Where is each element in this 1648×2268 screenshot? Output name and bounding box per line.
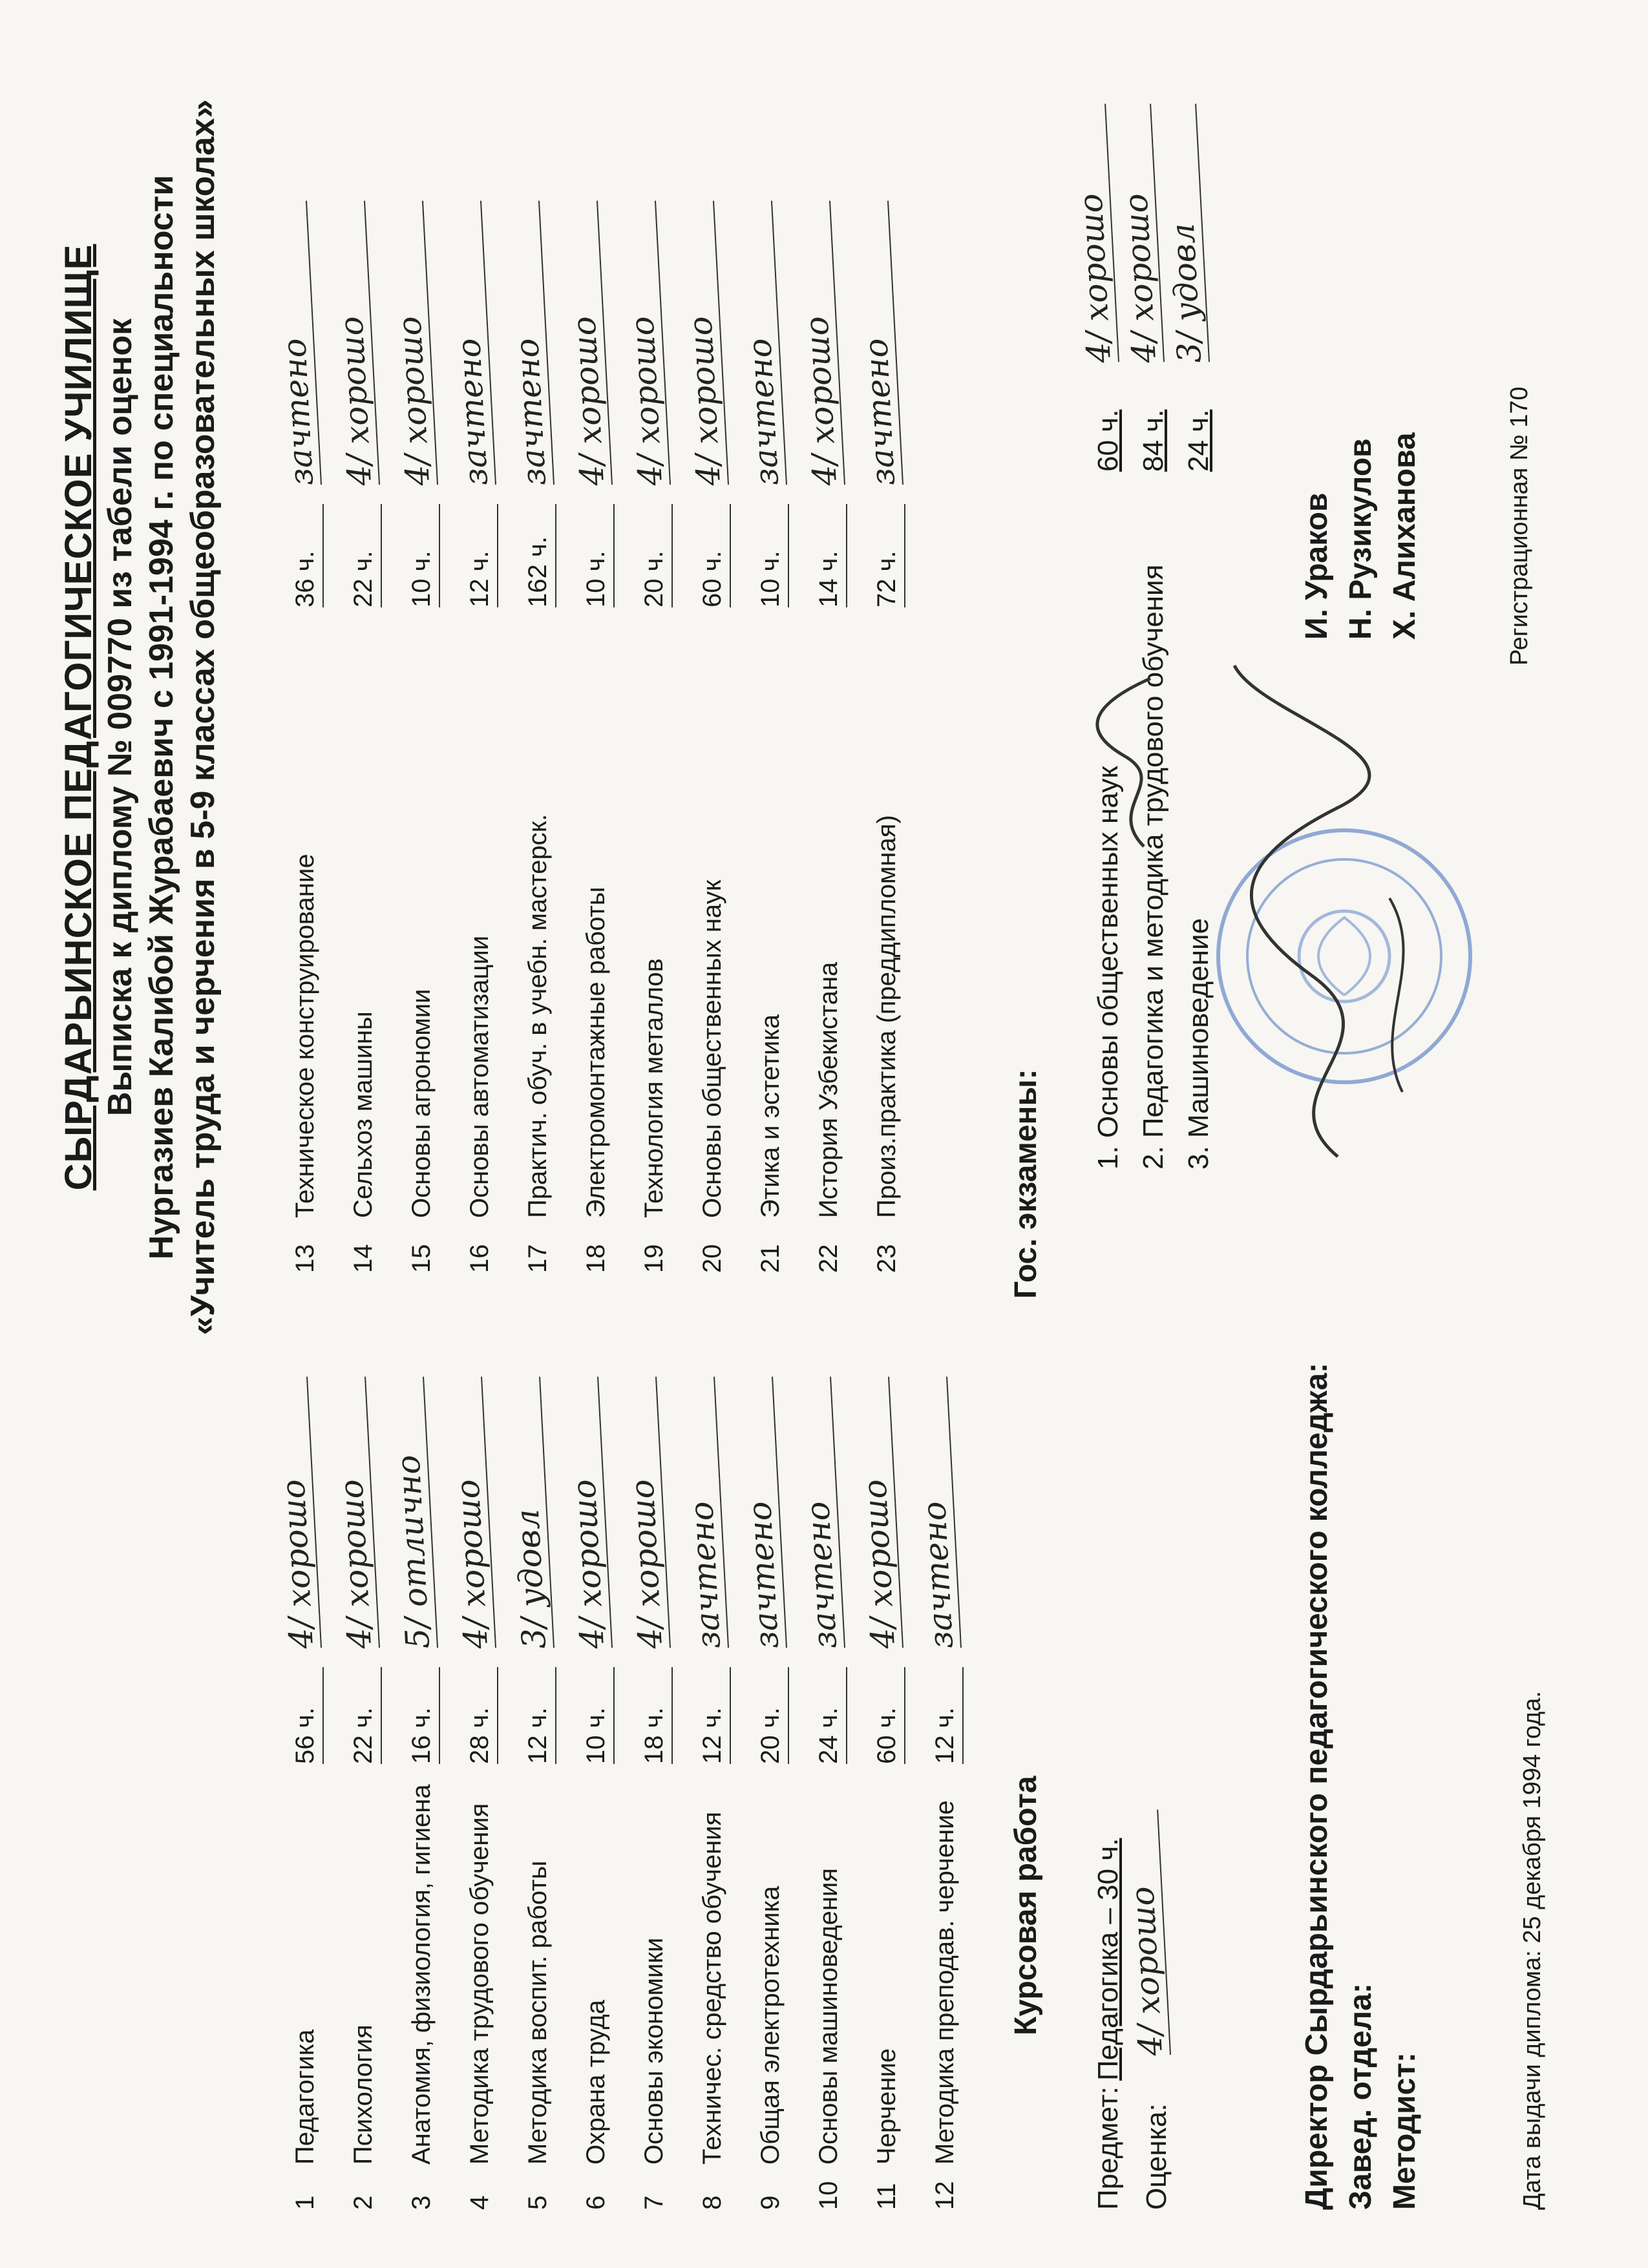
staff-role: Завед. отдела: bbox=[1344, 1983, 1378, 2210]
subject-number: 12 bbox=[931, 2181, 959, 2210]
subject-name: Технология металлов bbox=[640, 958, 668, 1218]
subject-hours: 56 ч. bbox=[291, 1667, 324, 1764]
subject-hours: 22 ч. bbox=[349, 504, 382, 607]
subject-hours: 10 ч. bbox=[582, 504, 615, 607]
subject-grade: 4/ хорошо bbox=[443, 1377, 496, 1650]
coursework-grade: 4/ хорошо bbox=[1119, 1810, 1171, 2057]
subject-hours: 12 ч. bbox=[698, 1667, 731, 1764]
coursework-grade-label: Оценка: bbox=[1141, 2103, 1172, 2210]
staff-name: Х. Алиханова bbox=[1388, 432, 1422, 640]
subject-number: 8 bbox=[698, 2195, 726, 2210]
subject-number: 1 bbox=[291, 2195, 319, 2210]
subject-grade: 4/ хорошо bbox=[617, 201, 671, 487]
subject-number: 16 bbox=[465, 1244, 494, 1273]
subject-grade: 4/ хорошо bbox=[326, 201, 380, 487]
subject-number: 17 bbox=[523, 1244, 552, 1273]
subject-name: Сельхоз машины bbox=[349, 1011, 377, 1218]
subject-number: 21 bbox=[756, 1244, 785, 1273]
subject-grade: 4/ хорошо bbox=[559, 201, 613, 487]
subject-grade: 4/ хорошо bbox=[385, 201, 438, 487]
state-exam-name: 2. Педагогика и методика трудового обучения bbox=[1137, 564, 1169, 1170]
staff-role: Методист: bbox=[1388, 2052, 1422, 2210]
subject-name: История Узбекистана bbox=[814, 961, 843, 1218]
staff-role: Директор Сырдарьинского педагогического колледжа: bbox=[1300, 1363, 1334, 2210]
registration-number: Регистрационная № 170 bbox=[1506, 386, 1533, 666]
subject-hours: 20 ч. bbox=[756, 1667, 789, 1764]
subject-number: 7 bbox=[640, 2195, 668, 2210]
subject-number: 5 bbox=[523, 2195, 552, 2210]
subject-grade: 4/ хорошо bbox=[327, 1377, 380, 1650]
subject-name: Охрана труда bbox=[582, 2000, 610, 2165]
subject-hours: 18 ч. bbox=[640, 1667, 673, 1764]
subject-grade: зачтено bbox=[850, 201, 903, 487]
subject-hours: 10 ч. bbox=[407, 504, 440, 607]
issue-date: Дата выдачи диплома: 25 декабря 1994 года. bbox=[1519, 1691, 1546, 2210]
subject-hours: 16 ч. bbox=[407, 1667, 440, 1764]
subject-number: 9 bbox=[756, 2195, 785, 2210]
subject-grade: 3/ удовл bbox=[502, 1377, 555, 1650]
state-exam-grade: 3/ удовл bbox=[1157, 104, 1210, 364]
subject-hours: 162 ч. bbox=[523, 504, 556, 607]
subject-name: Основы общественных наук bbox=[698, 879, 726, 1218]
subject-hours: 10 ч. bbox=[756, 504, 789, 607]
subject-name: Основы автоматизации bbox=[465, 935, 494, 1218]
subject-hours: 12 ч. bbox=[465, 504, 498, 607]
subject-name: Электромонтажные работы bbox=[582, 887, 610, 1218]
subject-number: 10 bbox=[814, 2181, 843, 2210]
staff-name: Н. Рузикулов bbox=[1344, 438, 1378, 640]
state-exam-grade: 4/ хорошо bbox=[1067, 104, 1119, 364]
subject-name: Техничес. средство обучения bbox=[698, 1811, 726, 2165]
subject-number: 22 bbox=[814, 1244, 843, 1273]
subject-number: 6 bbox=[582, 2195, 610, 2210]
subject-name: Этика и эстетика bbox=[756, 1014, 785, 1218]
subject-grade: 5/ отлично bbox=[385, 1377, 438, 1650]
state-exam-grade: 4/ хорошо bbox=[1112, 104, 1165, 364]
subject-row bbox=[857, 45, 928, 1273]
subject-name: Общая электротехника bbox=[756, 1885, 785, 2165]
subject-grade: 4/ хорошо bbox=[792, 201, 845, 487]
coursework-subject: Педагогика – 30 ч. bbox=[1092, 1838, 1124, 2081]
subject-grade: 4/ хорошо bbox=[675, 201, 729, 487]
subject-number: 13 bbox=[291, 1244, 319, 1273]
subject-grade: 4/ хорошо bbox=[560, 1377, 613, 1650]
state-exams-title: Гос. экзамены: bbox=[1009, 1069, 1043, 1299]
document-header bbox=[58, 71, 224, 1363]
subject-number: 19 bbox=[640, 1244, 668, 1273]
signature-scribbles-icon bbox=[1066, 523, 1454, 1170]
subject-grade: зачтено bbox=[443, 201, 496, 487]
state-exam-name: 3. Машиноведение bbox=[1183, 918, 1214, 1170]
subject-name: Черчение bbox=[872, 2048, 901, 2165]
subject-hours: 24 ч. bbox=[814, 1667, 847, 1764]
state-exam-hours: 60 ч. bbox=[1092, 409, 1124, 472]
subject-hours: 60 ч. bbox=[872, 1667, 905, 1764]
subject-number: 18 bbox=[582, 1244, 610, 1273]
subject-name: Психология bbox=[349, 2024, 377, 2165]
coursework-subject-label: Предмет: bbox=[1092, 2086, 1124, 2210]
subject-number: 23 bbox=[872, 1244, 901, 1273]
subject-grade: зачтено bbox=[676, 1377, 729, 1650]
subject-grade: 4/ хорошо bbox=[850, 1377, 903, 1650]
subject-name: Основы машиноведения bbox=[814, 1868, 843, 2165]
subject-name: Методика воспит. работы bbox=[523, 1860, 552, 2165]
subject-row bbox=[915, 1305, 986, 2210]
subject-hours: 20 ч. bbox=[640, 504, 673, 607]
subject-hours: 12 ч. bbox=[523, 1667, 556, 1764]
subject-name: Практич. обуч. в учебн. мастерск. bbox=[523, 814, 552, 1218]
subject-number: 11 bbox=[872, 2183, 901, 2210]
subject-name: Техническое конструирование bbox=[291, 854, 319, 1218]
subject-hours: 12 ч. bbox=[931, 1667, 964, 1764]
subject-hours: 60 ч. bbox=[698, 504, 731, 607]
subject-grade: зачтено bbox=[268, 201, 322, 487]
subject-grade: 4/ хорошо bbox=[618, 1377, 671, 1650]
subject-hours: 10 ч. bbox=[582, 1667, 615, 1764]
subject-name: Основы агрономии bbox=[407, 989, 436, 1218]
coursework-title: Курсовая работа bbox=[1009, 1776, 1043, 2035]
subject-name: Анатомия, физиология, гигиена bbox=[407, 1784, 436, 2165]
subject-grade: 4/ хорошо bbox=[269, 1377, 322, 1650]
subject-hours: 14 ч. bbox=[814, 504, 847, 607]
extract-title: Выписка к диплому № 009770 из табели оценок bbox=[101, 318, 139, 1117]
subject-number: 2 bbox=[349, 2195, 377, 2210]
subject-name: Педагогика bbox=[291, 2029, 319, 2165]
subject-grade: зачтено bbox=[734, 1377, 787, 1650]
state-exam-name: 1. Основы общественных наук bbox=[1092, 766, 1124, 1170]
subject-name: Произ.практика (преддипломная) bbox=[872, 815, 901, 1218]
subject-number: 4 bbox=[465, 2195, 494, 2210]
subject-number: 14 bbox=[349, 1244, 377, 1273]
subject-number: 15 bbox=[407, 1244, 436, 1273]
staff-name: И. Ураков bbox=[1300, 492, 1334, 640]
subject-name: Методика преподав. черчение bbox=[931, 1800, 959, 2165]
subject-grade: зачтено bbox=[734, 201, 787, 487]
subject-hours: 72 ч. bbox=[872, 504, 905, 607]
subject-hours: 28 ч. bbox=[465, 1667, 498, 1764]
subject-hours: 22 ч. bbox=[349, 1667, 382, 1764]
subject-number: 3 bbox=[407, 2195, 436, 2210]
subject-hours: 36 ч. bbox=[291, 504, 324, 607]
subject-number: 20 bbox=[698, 1244, 726, 1273]
subject-name: Основы экономики bbox=[640, 1937, 668, 2165]
specialty-line: «Учитель труда и черчения в 5-9 классах общеобразовательных школах» bbox=[184, 99, 222, 1336]
subject-grade: зачтено bbox=[501, 201, 555, 487]
state-exam-hours: 84 ч. bbox=[1137, 409, 1169, 472]
institution-name: СЫРДАРЬИНСКОЕ ПЕДАГОГИЧЕСКОЕ УЧИЛИЩЕ bbox=[58, 244, 100, 1191]
subject-grade: зачтено bbox=[792, 1377, 845, 1650]
subject-grade: зачтено bbox=[909, 1377, 962, 1650]
student-line: Нургазиев Калибой Журабаевич с 1991-1994 г. по специальности bbox=[143, 174, 180, 1260]
subject-name: Методика трудового обучения bbox=[465, 1803, 494, 2165]
state-exam-hours: 24 ч. bbox=[1183, 409, 1214, 472]
